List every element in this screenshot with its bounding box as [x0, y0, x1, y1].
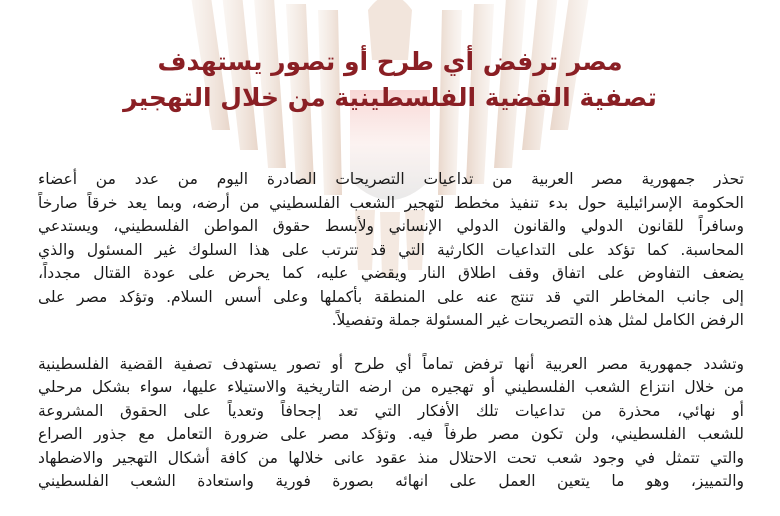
- text-line: للشعب الفلسطيني، ولن تكون مصر طرفاً فيه. وتؤكد مصر على ضرورة التعامل مع جذور الصراع: [38, 425, 744, 443]
- text-line: أو نهائي، محذرة من تداعيات تلك الأفكار التي تعد إجحافاً وتعدياً على الحقوق المشروعة: [38, 401, 744, 420]
- paragraph-2: [38, 353, 744, 494]
- text-line: والتمييز، وهو ما يتعين العمل على انهائه بصورة فورية واستعادة الشعب الفلسطيني: [38, 472, 744, 490]
- text-line: من خلال انتزاع الشعب الفلسطيني أو تهجيره من ارضه التاريخية والاستيلاء عليها، سواء بشكل مرحلي: [38, 378, 744, 396]
- text-line: والتي تتمثل في وجود شعب تحت الاحتلال منذ عقود عانى خلالها من كافة أشكال التهجير والاضطهاد: [38, 448, 744, 467]
- text-line: الرفض الكامل لمثل هذه التصريحات غير المسئولة جملة وتفصيلاً.: [331, 311, 744, 329]
- text-line: المحاسبة. كما تؤكد على التداعيات الكارثية التي قد تترتب على هذا السلوك غير المسئول والذي: [38, 240, 744, 259]
- text-line: الحكومة الإسرائيلية حول بدء تنفيذ مخطط لتهجير الشعب الفلسطيني من أرضه، وبما يعد خرقاً صارخاً: [38, 193, 744, 212]
- title-line-2: تصفية القضية الفلسطينية من خلال التهجير: [123, 83, 657, 112]
- text-line: تحذر جمهورية مصر العربية من تداعيات التصريحات الصادرة اليوم من عدد من أعضاء: [38, 170, 744, 188]
- title-line-1: مصر ترفض أي طرح أو تصور يستهدف: [157, 47, 623, 76]
- statement-title: [60, 44, 720, 116]
- text-line: وسافراً للقانون الدولي والقانون الدولي الإنساني ولأبسط حقوق المواطن الفلسطيني، ويستدعي: [38, 217, 744, 235]
- paragraph-1: [38, 168, 744, 333]
- text-line: يضعف التفاوض على اتفاق وقف اطلاق النار ويقضي عليه، كما يحرض على عودة القتال مجدداً،: [38, 264, 744, 282]
- statement-body: [38, 168, 744, 494]
- text-line: إلى جانب المخاطر التي قد تنتج عنه على المنطقة بأكملها وعلى أسس السلام. وتؤكد مصر على: [38, 287, 744, 306]
- text-line: وتشدد جمهورية مصر العربية أنها ترفض تماماً أي طرح أو تصور يستهدف تصفية القضية الفلسطينية: [38, 354, 744, 373]
